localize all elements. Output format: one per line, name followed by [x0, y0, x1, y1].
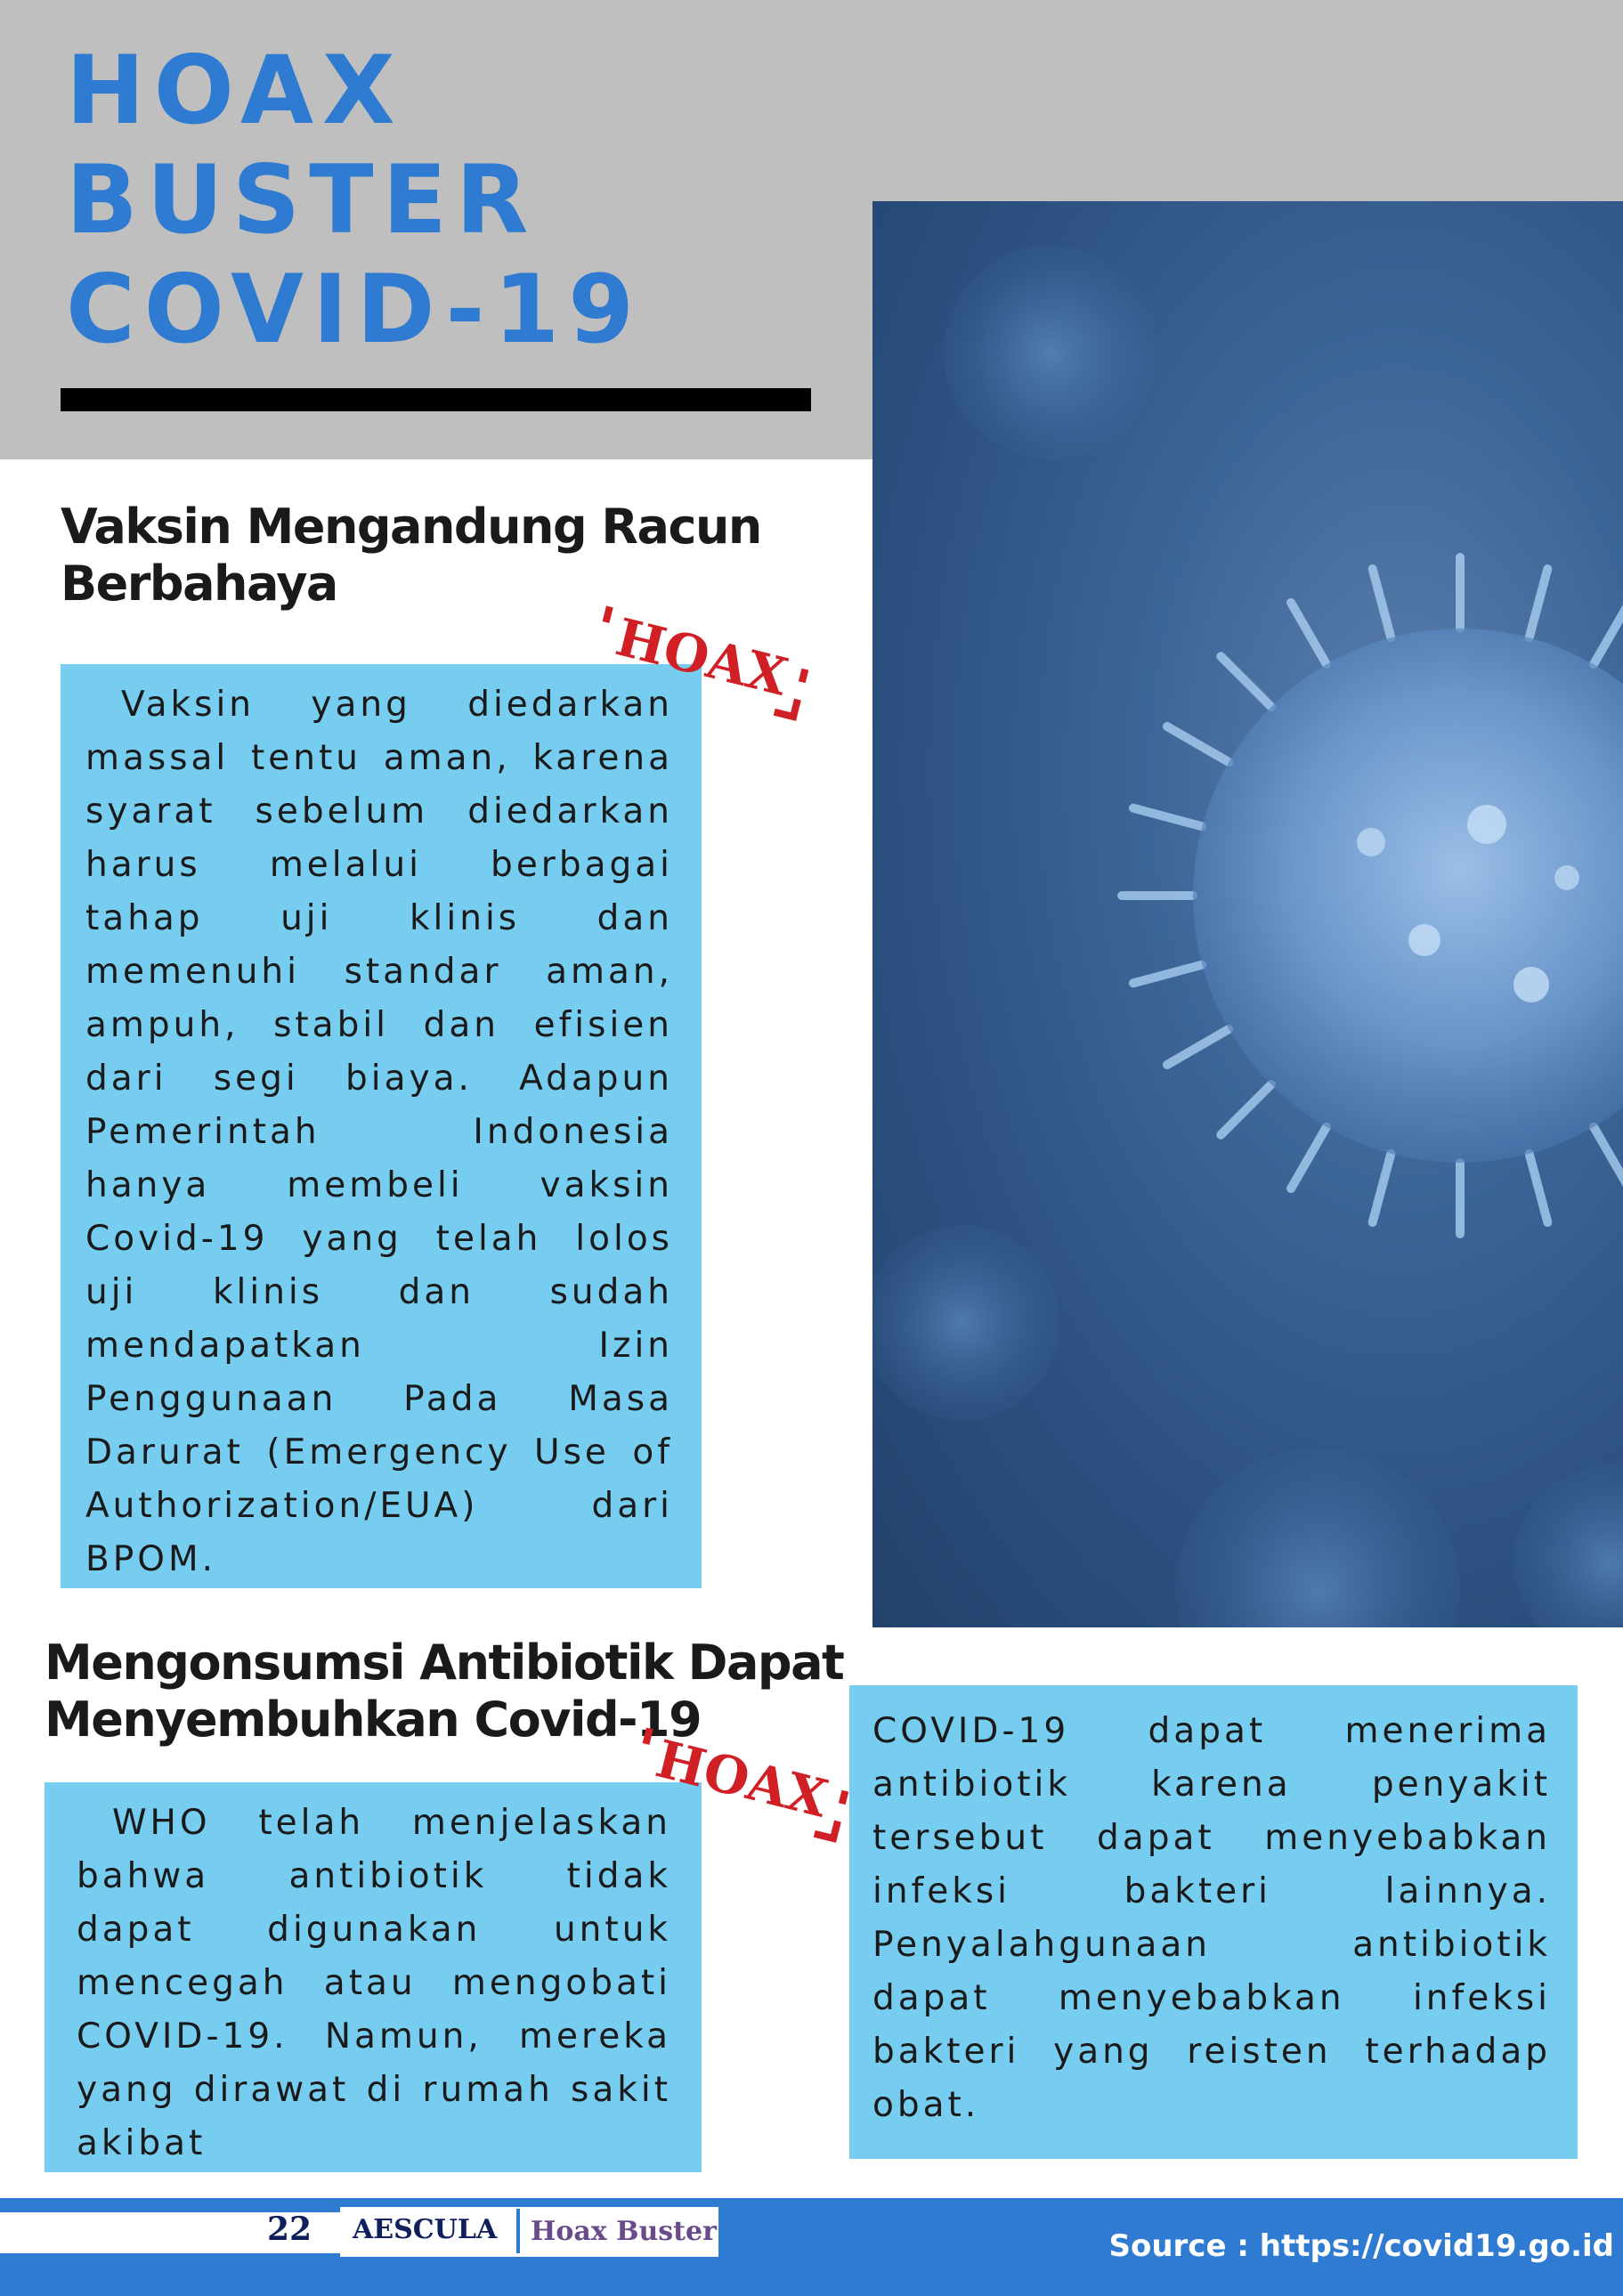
coronavirus-illustration-icon	[872, 201, 1623, 1627]
article1-headline-line-2: Berbahaya	[61, 556, 337, 612]
footer-divider	[516, 2209, 520, 2253]
footer-section-name: Hoax Buster	[531, 2216, 717, 2247]
hoax-stamp-icon	[623, 1716, 859, 1850]
title-line-1: HOAX	[66, 36, 404, 145]
footer	[0, 2198, 1623, 2296]
footer-source: Source : https://covid19.go.id	[1108, 2228, 1614, 2264]
article2-body-left: WHO telah menjelaskan bahwa antibiotik tidak dapat digunakan untuk mencegah atau mengobati COVID-19. Namun, mereka yang dirawat di rumah sakit akibat	[77, 1803, 671, 2163]
article1-stamp-text: HOAX	[610, 606, 794, 708]
hoax-stamp-icon	[583, 595, 819, 728]
footer-brand: AESCULA	[353, 2214, 498, 2245]
title-underline	[61, 388, 811, 411]
article2-headline-line-2: Menyembuhkan Covid-19	[45, 1692, 702, 1748]
article1-info-box	[61, 664, 702, 1588]
virus-image	[872, 201, 1623, 1627]
article2-body-right: COVID-19 dapat menerima antibiotik karena penyakit tersebut dapat menyebabkan infeksi bakteri lainnya. Penyalahgunaan antibiotik dapat menyebabkan infeksi bakteri yang reisten terhadap obat.	[872, 1711, 1551, 2125]
page-number: 22	[267, 2211, 312, 2248]
article1-headline-line-1: Vaksin Mengandung Racun	[61, 499, 761, 555]
page-title	[66, 36, 643, 364]
article2-info-box-left	[45, 1782, 702, 2172]
article2-headline-line-1: Mengonsumsi Antibiotik Dapat	[45, 1635, 844, 1691]
article1-body: Vaksin yang diedarkan massal tentu aman, karena syarat sebelum diedarkan harus melalui berbagai tahap uji klinis dan memenuhi standar aman, ampuh, stabil dan efisien dari segi biaya. Adapun Pemerintah Indonesia hanya membeli vaksin Covid-19 yang telah lolos uji klinis dan sudah mendapatkan Izin Penggunaan Pada Masa Darurat (Emergency Use of Authorization/EUA) dari BPOM.	[85, 685, 673, 1579]
article2-info-box-right	[849, 1685, 1578, 2159]
title-line-2: BUSTER	[66, 145, 538, 255]
article2-stamp-text: HOAX	[650, 1728, 834, 1829]
title-line-3: COVID-19	[66, 255, 643, 364]
